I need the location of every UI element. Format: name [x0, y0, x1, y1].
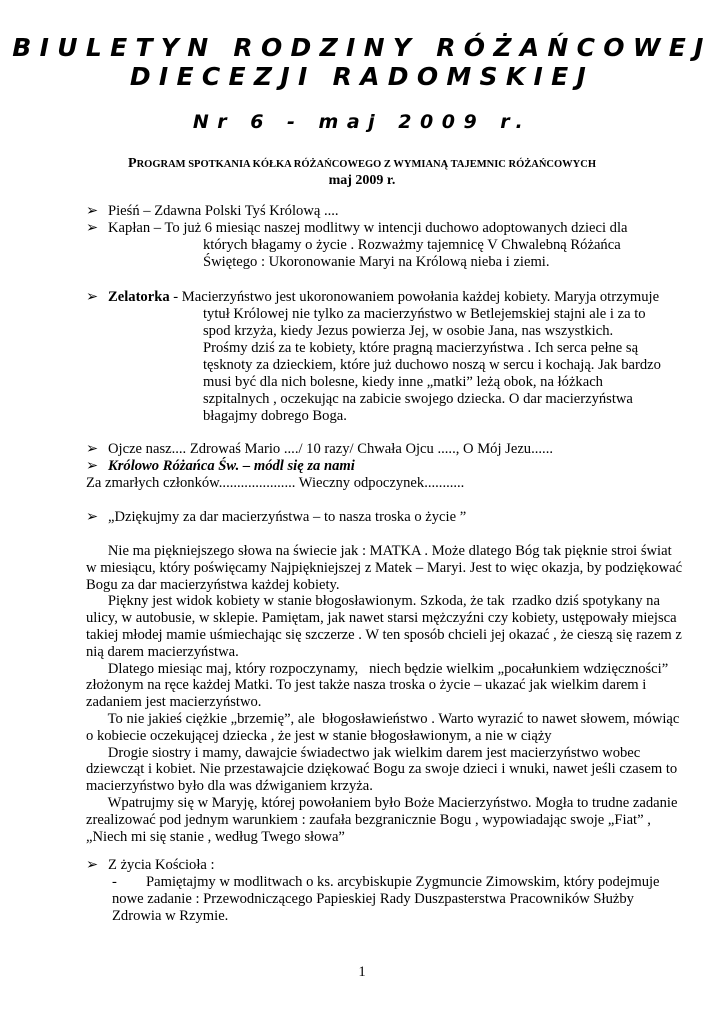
church-dash: -	[112, 874, 117, 890]
bulletin-title-line2: DIECEZJI RADOMSKIEJ	[129, 62, 595, 91]
body-line: Piękny jest widok kobiety w stanie błogosławionym. Szkoda, że tak rzadko dziś spotykany na	[86, 593, 660, 610]
piesn-text: Pieśń – Zdawna Polski Tyś Królową ....	[108, 203, 339, 219]
zelatorka-line: szpitalnych , oczekując na zabicie swojego dziecka. O dar macierzyństwa	[203, 391, 633, 407]
body-line: „Niech mi się stanie , według Twego słowa”	[86, 828, 345, 845]
krolowo-text: Królowo Różańca Św. – módl się za nami	[108, 458, 355, 474]
bulletin-title-line1: BIULETYN RODZINY RÓŻAŃCOWEJ	[12, 33, 712, 62]
church-line: Pamiętajmy w modlitwach o ks. arcybiskupie Zygmuncie Zimowskim, który podejmuje	[146, 874, 660, 890]
page-number: 1	[358, 964, 366, 980]
arrow-bullet-icon: ➢	[86, 458, 99, 474]
arrow-bullet-icon: ➢	[86, 220, 99, 236]
body-line: Bogu za dar macierzyństwa każdej kobiety.	[86, 576, 340, 593]
zelatorka-line: musi być dla nich bolesne, kiedy inne „matki” leżą obok, na łóżkach	[203, 374, 603, 390]
body-line: Dlatego miesiąc maj, który rozpoczynamy, niech będzie wielkim „pocałunkiem wdzięczności”	[86, 660, 669, 677]
kaplan-line: których błagamy o życie . Rozważmy tajemnicę V Chwalebną Różańca	[203, 237, 621, 253]
church-line: Zdrowia w Rzymie.	[112, 908, 229, 924]
kaplan-line: Świętego : Ukoronowanie Maryi na Królową nieba i ziemi.	[203, 254, 550, 270]
arrow-bullet-icon: ➢	[86, 289, 99, 305]
body-line: macierzyństwo było dla was dźwiganiem krzyża.	[86, 778, 373, 795]
zmarlych-text: Za zmarłych członków..................... Wieczny odpoczynek...........	[86, 475, 465, 491]
church-life-label: Z życia Kościoła :	[108, 857, 215, 873]
zelatorka-line: Prośmy dziś za te kobiety, które pragną macierzyństwa . Ich serca pełne są	[203, 340, 639, 356]
bullet-krolowo	[86, 458, 355, 475]
bullet-zelatorka	[86, 289, 659, 306]
program-title-rest: ROGRAM SPOTKANIA KÓŁKA RÓŻAŃCOWEGO Z WYMIANĄ TAJEMNIC RÓŻAŃCOWYCH	[136, 159, 596, 170]
program-title-initial: P	[128, 156, 137, 171]
body-line: Wpatrujmy się w Maryję, której powołaniem było Boże Macierzyństwo. Mogła to trudne zadanie	[86, 794, 678, 811]
zelatorka-line: błagajmy dobrego Boga.	[203, 408, 347, 424]
body-line: w miesiącu, który poświęcamy Najpiękniejszej z Matek – Maryi. Jest to więc okazja, by podziękować	[86, 559, 683, 576]
arrow-bullet-icon: ➢	[86, 509, 99, 525]
body-line: To nie jakieś ciężkie „brzemię”, ale błogosławieństwo . Warto wyrazić to nawet słowem, mówiąc	[86, 710, 680, 727]
body-line: Nie ma piękniejszego słowa na świecie jak : MATKA . Może dlatego Bóg tak pięknie stroi świat	[86, 543, 672, 559]
zelatorka-line: spod krzyża, kiedy Jezus powierza Jej, w osobie Jana, nas wszystkich.	[203, 323, 614, 339]
ojcze-text: Ojcze nasz.... Zdrowaś Mario ..../ 10 razy/ Chwała Ojcu ....., O Mój Jezu......	[108, 441, 553, 457]
kaplan-line: To już 6 miesiąc naszej modlitwy w intencji duchowo adoptowanych dzieci dla	[164, 220, 628, 236]
body-line: nią darem macierzyństwa.	[86, 643, 239, 660]
bullet-ojcze	[86, 441, 553, 458]
program-title	[0, 156, 724, 174]
body-line: dziewcząt i kobiet. Nie przestawajcie dziękować Bogu za swoje dzieci i wnuki, nawet jeśli czasem to	[86, 761, 678, 778]
arrow-bullet-icon: ➢	[86, 441, 99, 457]
body-line: o kobiecie oczekującej dziecka , że jest w stanie błogosławionym, a nie w ciąży	[86, 727, 552, 744]
church-line: nowe zadanie : Przewodniczącego Papieskiej Rady Duszpasterstwa Pracowników Służby	[112, 891, 634, 907]
dziekujmy-text: „Dziękujmy za dar macierzyństwa – to nasza troska o życie ”	[108, 509, 467, 525]
bullet-piesn	[86, 203, 339, 220]
body-line: ulicy, w autobusie, w sklepie. Pamiętam, jak nawet starsi mężczyźni czy kobiety, ustępowały miejsca	[86, 610, 677, 627]
article-body	[86, 543, 686, 845]
bullet-church-life	[86, 857, 215, 874]
bullet-dziekujmy	[86, 509, 466, 526]
zelatorka-line: tęsknoty za dzieckiem, które już duchowo noszą w sercu i kochają. Jak bardzo	[203, 357, 661, 373]
zelatorka-label: Zelatorka	[108, 289, 170, 305]
body-line: zadaniem jest macierzyństwo.	[86, 694, 262, 711]
arrow-bullet-icon: ➢	[86, 203, 99, 219]
kaplan-label: Kapłan –	[108, 220, 165, 236]
body-line: Drogie siostry i mamy, dawajcie świadectwo jak wielkim darem jest macierzyństwo wobec	[86, 744, 641, 761]
body-line: takiej młodej mamie uśmiechając się szczerze . W ten sposób chcieli jej okazać , że cieszą się razem z	[86, 626, 682, 643]
bullet-kaplan	[86, 220, 628, 237]
arrow-bullet-icon: ➢	[86, 857, 99, 873]
program-date: maj 2009 r.	[328, 173, 396, 188]
zelatorka-line: - Macierzyństwo jest ukoronowaniem powołania każdej kobiety. Maryja otrzymuje	[169, 289, 660, 305]
body-line: zrealizować pod jednym warunkiem : zaufała bezgranicznie Bogu , wypowiadając swoje „Fiat” ,	[86, 811, 651, 828]
issue-number: Nr 6 - maj 2009 r.	[192, 111, 532, 133]
body-line: złożonym na ręce każdej Matki. To jest także nasza troska o życie – ukazać jak wielkim darem i	[86, 677, 647, 694]
zelatorka-line: tytuł Królowej nie tylko za macierzyństwo w Betlejemskiej stajni ale i za to	[203, 306, 646, 322]
